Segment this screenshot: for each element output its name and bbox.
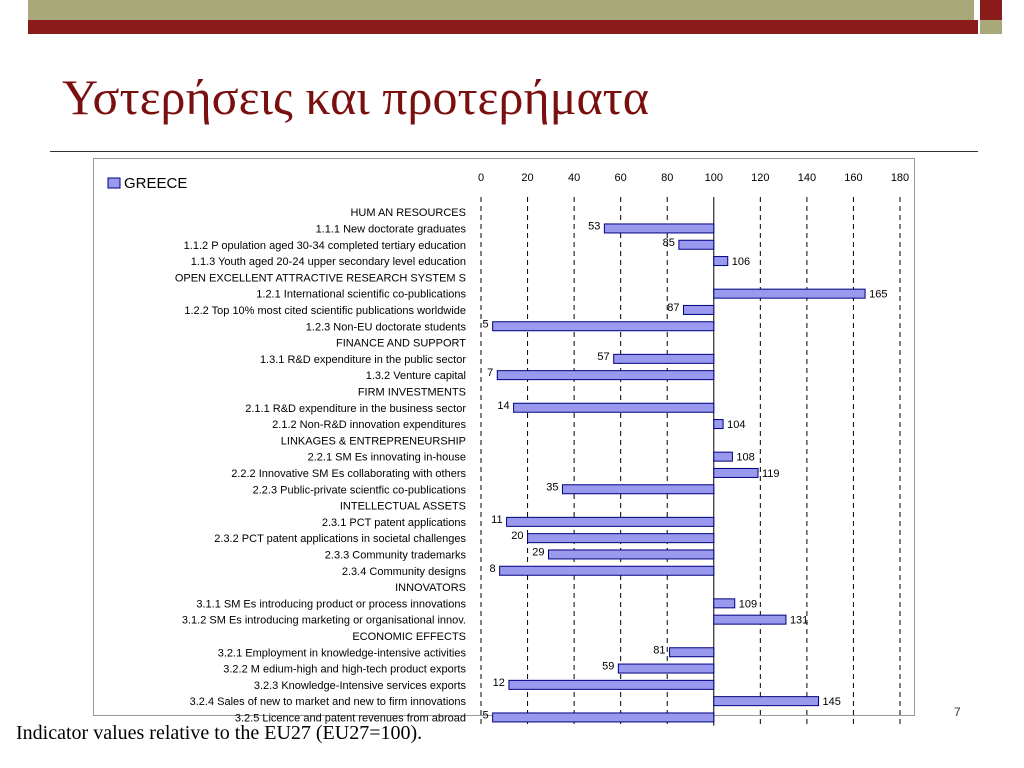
row-label: 2.3.3 Community trademarks	[324, 549, 466, 562]
legend-label: GREECE	[124, 175, 188, 192]
bar	[714, 452, 733, 461]
row-label: 3.1.1 SM Es introducing product or process innovations	[196, 598, 466, 611]
data-label: 59	[602, 660, 615, 673]
bar	[684, 305, 714, 314]
bar	[500, 566, 714, 575]
bar	[614, 354, 714, 363]
data-label: 57	[597, 350, 610, 363]
data-label: 35	[546, 481, 559, 494]
row-label: 3.2.3 Knowledge-Intensive services exports	[253, 679, 466, 692]
data-label: 108	[736, 451, 755, 464]
bar	[514, 403, 714, 412]
data-label: 29	[532, 546, 545, 559]
bar	[714, 468, 758, 477]
data-label: 165	[869, 288, 888, 301]
category-header: INNOVATORS	[395, 582, 466, 595]
data-label: 5	[482, 709, 489, 722]
row-label: 1.3.2 Venture capital	[365, 370, 466, 383]
bar	[714, 420, 723, 429]
category-header: HUM AN RESOURCES	[350, 207, 466, 220]
bar	[604, 224, 713, 233]
x-tick-label-60: 60	[614, 172, 627, 184]
row-label: 1.2.3 Non-EU doctorate students	[305, 321, 466, 334]
data-label: 11	[491, 513, 503, 526]
category-header: FIRM INVESTMENTS	[357, 386, 466, 399]
chart-frame	[93, 158, 915, 725]
row-label: 1.1.2 P opulation aged 30-34 completed tertiary education	[183, 239, 466, 252]
row-label: 1.1.1 New doctorate graduates	[315, 223, 466, 236]
data-label: 131	[789, 614, 809, 627]
row-label: 2.3.2 PCT patent applications in societal challenges	[214, 533, 466, 546]
title-divider	[50, 151, 978, 152]
row-label: 2.3.1 PCT patent applications	[321, 516, 466, 529]
header-red-bar	[28, 20, 1002, 34]
bar	[493, 322, 714, 331]
category-header: ECONOMIC EFFECTS	[352, 630, 466, 643]
data-label: 81	[653, 644, 666, 657]
header-corner-accent	[978, 20, 1002, 34]
data-label: 20	[511, 530, 524, 543]
bar-chart	[94, 159, 914, 725]
bar	[618, 664, 713, 673]
slide-title: Υστερήσεις και προτερήματα	[62, 69, 649, 125]
row-label: 1.1.3 Youth aged 20-24 upper secondary level education	[190, 256, 466, 269]
data-label: 53	[588, 220, 601, 233]
x-tick-label-120: 120	[751, 172, 770, 184]
chart-caption: Indicator values relative to the EU27 (EU27=100).	[16, 722, 423, 744]
header-olive-bar	[28, 0, 974, 20]
data-label: 7	[487, 367, 494, 380]
row-label: 2.2.1 SM Es innovating in-house	[307, 451, 466, 464]
bar	[670, 648, 714, 657]
bar	[497, 371, 713, 380]
data-label: 12	[492, 676, 505, 689]
x-tick-label-100: 100	[704, 172, 723, 184]
bar	[493, 713, 714, 722]
data-label: 87	[667, 301, 680, 314]
bar	[714, 289, 865, 298]
bar	[679, 240, 714, 249]
bar	[507, 517, 714, 526]
x-tick-label-40: 40	[567, 172, 581, 184]
category-header: INTELLECTUAL ASSETS	[339, 500, 466, 513]
bar	[714, 257, 728, 266]
data-label: 106	[731, 256, 751, 269]
data-label: 145	[822, 696, 841, 709]
bar	[562, 485, 713, 494]
row-label: 3.2.2 M edium-high and high-tech product exports	[223, 663, 466, 676]
x-tick-label-160: 160	[844, 172, 863, 184]
data-label: 119	[762, 467, 780, 480]
bar	[714, 599, 735, 608]
legend-swatch	[108, 178, 120, 188]
bar	[528, 534, 714, 543]
bar	[714, 697, 819, 706]
data-label: 14	[497, 399, 510, 412]
header-corner-box	[978, 0, 1002, 20]
row-label: 2.1.1 R&D expenditure in the business sector	[245, 402, 466, 415]
row-label: 1.2.1 International scientific co-publications	[256, 288, 466, 301]
row-label: 3.2.4 Sales of new to market and new to firm innovations	[189, 696, 466, 709]
row-label: 2.1.2 Non-R&D innovation expenditures	[272, 419, 466, 432]
bar	[714, 615, 786, 624]
row-label: 1.2.2 Top 10% most cited scientific publications worldwide	[184, 304, 466, 317]
category-header: OPEN EXCELLENT ATTRACTIVE RESEARCH SYSTEM S	[174, 272, 466, 285]
row-label: 2.3.4 Community designs	[341, 565, 466, 578]
data-label: 8	[489, 562, 496, 575]
bar	[549, 550, 714, 559]
row-label: 2.2.3 Public-private scientfic co-publications	[252, 484, 466, 497]
x-tick-label-0: 0	[477, 172, 485, 184]
page-number: 7	[954, 705, 961, 719]
x-tick-label-80: 80	[661, 172, 674, 184]
x-tick-label-20: 20	[521, 172, 534, 184]
row-label: 3.2.1 Employment in knowledge-intensive activities	[217, 647, 466, 660]
row-label: 3.1.2 SM Es introducing marketing or organisational innov.	[181, 614, 466, 627]
row-label: 1.3.1 R&D expenditure in the public sector	[259, 353, 466, 366]
row-label: 2.2.2 Innovative SM Es collaborating with others	[231, 467, 466, 480]
category-header: FINANCE AND SUPPORT	[336, 337, 466, 350]
data-label: 104	[727, 419, 746, 432]
x-tick-label-180: 180	[890, 172, 910, 184]
row-label: 3.2.5 Licence and patent revenues from abroad	[234, 712, 466, 725]
bar	[509, 680, 714, 689]
data-label: 85	[662, 236, 675, 249]
category-header: LINKAGES & ENTREPRENEURSHIP	[280, 435, 466, 448]
data-label: 5	[482, 318, 489, 331]
data-label: 109	[738, 598, 758, 611]
x-tick-label-140: 140	[797, 172, 817, 184]
